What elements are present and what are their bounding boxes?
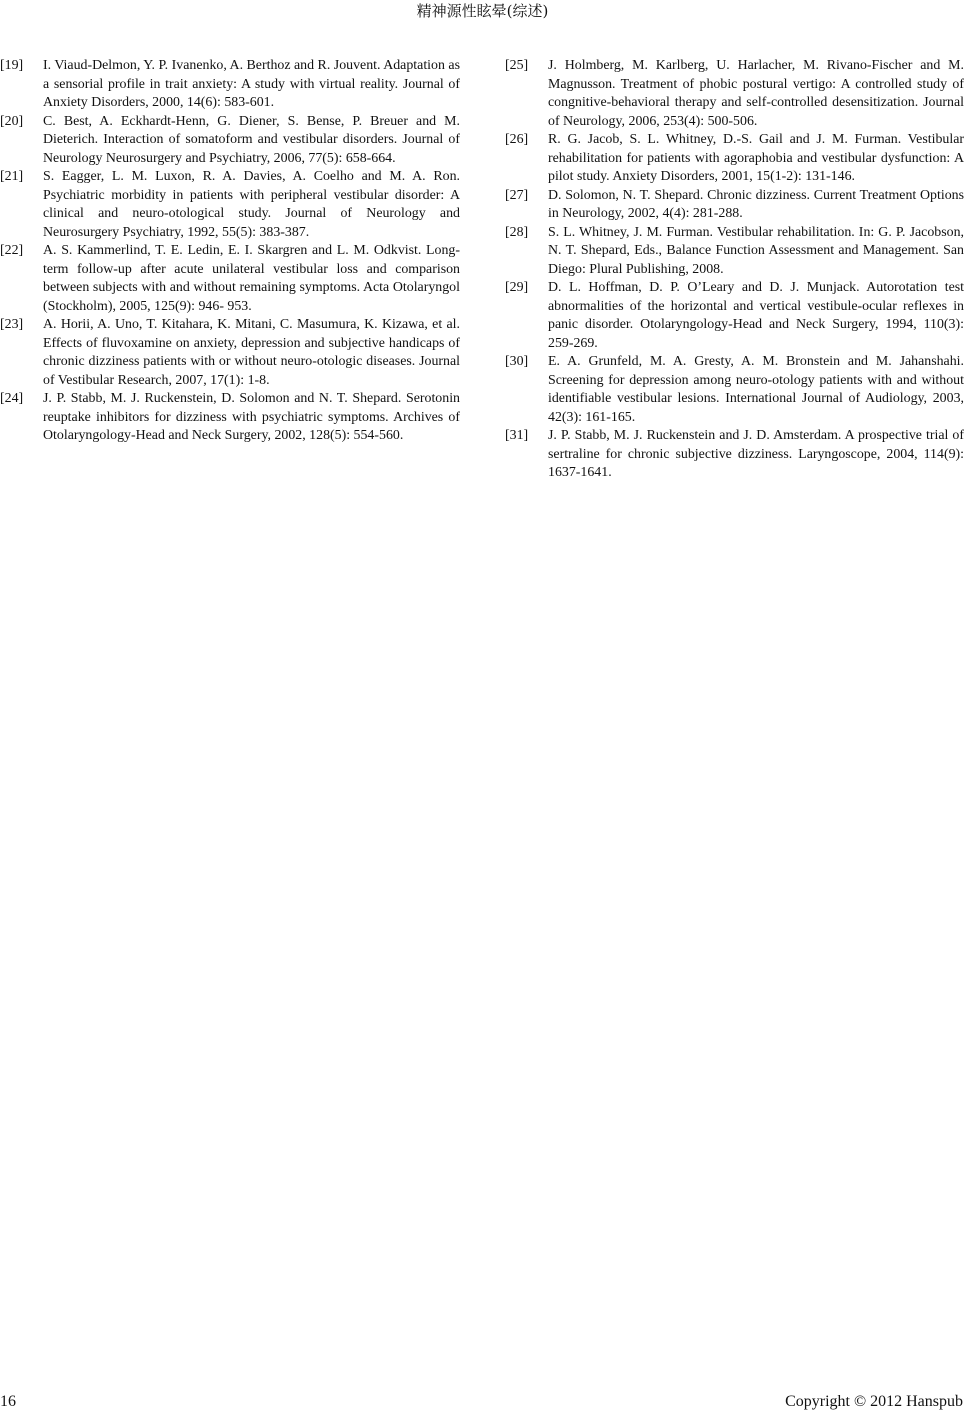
- reference-item: [505, 187, 964, 224]
- reference-number: [19]: [0, 58, 24, 73]
- reference-item: [0, 113, 460, 169]
- reference-number: [28]: [505, 224, 529, 240]
- reference-text: A. S. Kammerlind, T. E. Ledin, E. I. Skargren and L. M. Odkvist. Long-term follow-up after acute unilateral vestibular loss and comparison between subjects with and without remaining symptoms. Acta Otolaryngol (Stockholm), 2005, 125(9): 946- 953.: [43, 243, 460, 314]
- reference-number: [27]: [505, 187, 529, 203]
- running-header: 精神源性眩晕(综述): [416, 2, 549, 20]
- reference-text: E. A. Grunfeld, M. A. Gresty, A. M. Bronstein and M. Jahanshahi. Screening for depression among neuro-otology patients with and without identifiable vestibular lesions. International Journal of Audiology, 2003, 42(3): 161-165.: [548, 354, 964, 425]
- reference-text: J. P. Stabb, M. J. Ruckenstein and J. D. Amsterdam. A prospective trial of sertraline for chronic subjective dizziness. Laryngoscope, 2004, 114(9): 1637-1641.: [548, 428, 964, 480]
- reference-item: [0, 168, 460, 242]
- reference-item: [0, 316, 460, 390]
- reference-text: R. G. Jacob, S. L. Whitney, D.-S. Gail and J. M. Furman. Vestibular rehabilitation for patients with agoraphobia and vestibular dysfunction: A pilot study. Anxiety Disorders, 2001, 15(1-2): 131-146.: [548, 132, 964, 184]
- reference-text: J. Holmberg, M. Karlberg, U. Harlacher, M. Rivano-Fischer and M. Magnusson. Treatment of phobic postural vertigo: A controlled study of congnitive-behavioral therapy and self-controlled desensitization. Journal of Neurology, 2006, 253(4): 500-506.: [548, 58, 964, 129]
- reference-number: [29]: [505, 280, 529, 295]
- reference-item: [505, 353, 964, 427]
- reference-item: [505, 427, 964, 483]
- reference-number: [22]: [0, 243, 24, 258]
- reference-number: [20]: [0, 113, 24, 129]
- reference-number: [24]: [0, 391, 24, 406]
- reference-item: [0, 390, 460, 446]
- reference-number: [31]: [505, 428, 529, 443]
- reference-text: S. Eagger, L. M. Luxon, R. A. Davies, A. Coelho and M. A. Ron. Psychiatric morbidity in patients with peripheral vestibular disorder: A clinical and neuro-otological study. Journal of Neurology and Neurosurgery Psychiatry, 1992, 55(5): 383-387.: [43, 169, 460, 240]
- reference-item: [505, 57, 964, 131]
- reference-item: [505, 131, 964, 187]
- reference-text: A. Horii, A. Uno, T. Kitahara, K. Mitani, C. Masumura, K. Kizawa, et al. Effects of fluvoxamine on anxiety, depression and subjective handicaps of chronic dizziness patients with or without neuro-otologic diseases. Journal of Vestibular Research, 2007, 17(1): 1-8.: [43, 317, 460, 388]
- copyright-notice: Copyright © 2012 Hanspub: [785, 1393, 963, 1410]
- reference-number: [21]: [0, 169, 24, 184]
- reference-text: S. L. Whitney, J. M. Furman. Vestibular rehabilitation. In: G. P. Jacobson, N. T. Shepard, Eds., Balance Function Assessment and Management. San Diego: Plural Publishing, 2008.: [548, 224, 964, 277]
- reference-text: D. L. Hoffman, D. P. O’Leary and D. J. Munjack. Autorotation test abnormalities of the horizontal and vertical vestibule-ocular reflexes in panic disorder. Otolaryngology-Head and Neck Surgery, 1994, 110(3): 259-269.: [548, 280, 964, 351]
- reference-text: C. Best, A. Eckhardt-Henn, G. Diener, S. Bense, P. Breuer and M. Dieterich. Interaction of somatoform and vestibular disorders. Journal of Neurology Neurosurgery and Psychiatry, 2006, 77(5): 658-664.: [43, 113, 460, 166]
- reference-item: [505, 279, 964, 353]
- reference-list-right: [505, 57, 964, 483]
- reference-number: [26]: [505, 132, 529, 147]
- reference-item: [0, 242, 460, 316]
- reference-item: [505, 224, 964, 280]
- reference-text: I. Viaud-Delmon, Y. P. Ivanenko, A. Berthoz and R. Jouvent. Adaptation as a sensorial profile in trait anxiety: A study with virtual reality. Journal of Anxiety Disorders, 2000, 14(6): 583-601.: [43, 58, 460, 110]
- reference-text: J. P. Stabb, M. J. Ruckenstein, D. Solomon and N. T. Shepard. Serotonin reuptake inhibitors for dizziness with psychiatric symptoms. Archives of Otolaryngology-Head and Neck Surgery, 2002, 128(5): 554-560.: [43, 391, 460, 443]
- reference-item: [0, 57, 460, 113]
- page-number: 16: [0, 1393, 16, 1410]
- reference-number: [25]: [505, 58, 529, 73]
- reference-number: [23]: [0, 317, 24, 332]
- reference-list-left: [0, 57, 460, 446]
- reference-number: [30]: [505, 354, 529, 369]
- reference-text: D. Solomon, N. T. Shepard. Chronic dizziness. Current Treatment Options in Neurology, 2002, 4(4): 281-288.: [548, 187, 964, 221]
